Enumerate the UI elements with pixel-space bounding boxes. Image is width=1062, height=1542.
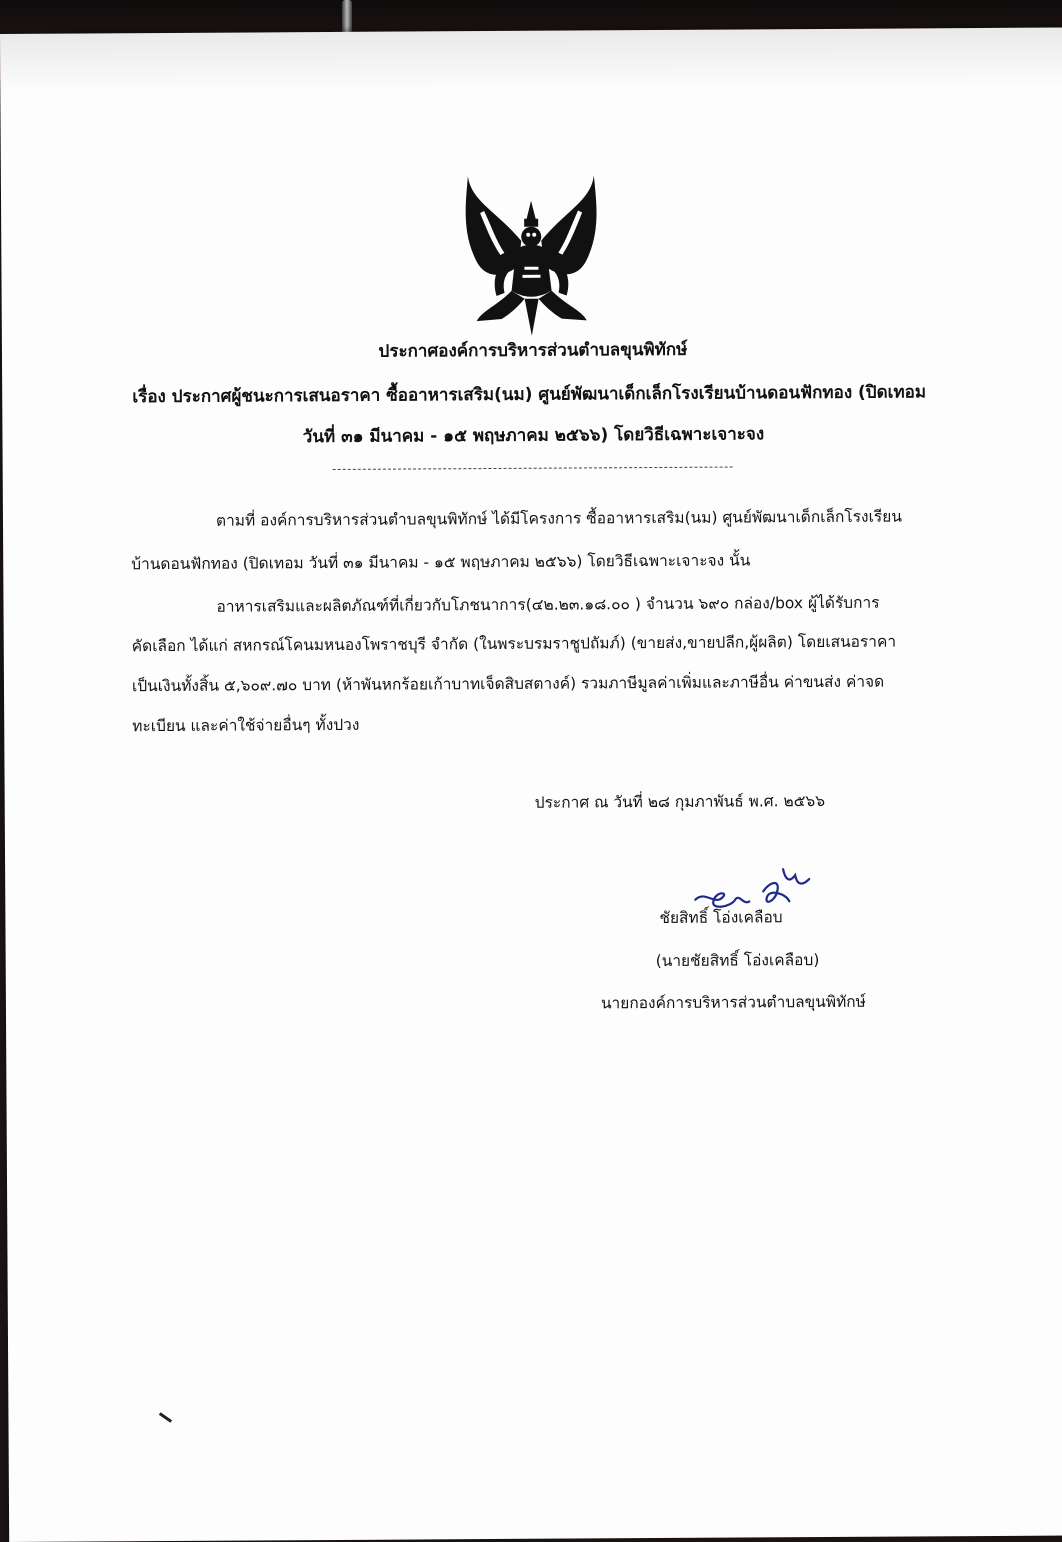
divider: [333, 467, 733, 470]
document-page: [0, 28, 1062, 1542]
garuda-emblem-icon: [456, 170, 607, 341]
subject-line-1: เรื่อง ประกาศผู้ชนะการเสนอราคา ซื้ออาหารเสริม(นม) ศูนย์พัฒนาเด็กเล็กโรงเรียนบ้านดอนฟักทอง (ปิดเทอม: [132, 382, 927, 408]
body-line-2: บ้านดอนฟักทอง (ปิดเทอม วันที่ ๓๑ มีนาคม - ๑๕ พฤษภาคม ๒๕๖๖) โดยวิธีเฉพาะเจาะจง นั้น: [131, 551, 751, 574]
body-line-6: ทะเบียน และค่าใช้จ่ายอื่นๆ ทั้งปวง: [132, 715, 360, 736]
paper-speck: [159, 1412, 172, 1422]
signer-fullname: (นายชัยสิทธิ์ โอ่งเคลือบ): [655, 951, 820, 971]
subject-line-2: วันที่ ๓๑ มีนาคม - ๑๕ พฤษภาคม ๒๕๖๖) โดยวิธีเฉพาะเจาะจง: [302, 424, 765, 448]
body-line-1: ตามที่ องค์การบริหารส่วนตำบลขุนพิทักษ์ ได้มีโครงการ ซื้ออาหารเสริม(นม) ศูนย์พัฒนาเด็กเล็กโรงเรียน: [215, 507, 902, 530]
body-line-4: คัดเลือก ได้แก่ สหกรณ์โคนมหนองโพราชบุรี จำกัด (ในพระบรมราชูปถัมภ์) (ขายส่ง,ขายปลีก,ผู้ผลิต) โดยเสนอราคา: [131, 632, 897, 656]
signer-title: นายกองค์การบริหารส่วนตำบลขุนพิทักษ์: [600, 992, 866, 1013]
body-line-3: อาหารเสริมและผลิตภัณฑ์ที่เกี่ยวกับโภชนาการ(๔๒.๒๓.๑๘.๐๐ ) จำนวน ๖๙๐ กล่อง/box ผู้ได้รับการ: [216, 593, 880, 616]
signer-name: ชัยสิทธิ์ โอ่งเคลือบ: [659, 908, 783, 927]
agency-title: ประกาศองค์การบริหารส่วนตำบลขุนพิทักษ์: [378, 339, 688, 362]
announce-date: ประกาศ ณ วันที่ ๒๘ กุมภาพันธ์ พ.ศ. ๒๕๖๖: [534, 791, 826, 812]
body-line-5: เป็นเงินทั้งสิ้น ๕,๖๐๙.๗๐ บาท (ห้าพันหกร้อยเก้าบาทเจ็ดสิบสตางค์) รวมภาษีมูลค่าเพิ่มและภาษีอื่น ค่าขนส่ง ค่าจด: [131, 672, 885, 696]
